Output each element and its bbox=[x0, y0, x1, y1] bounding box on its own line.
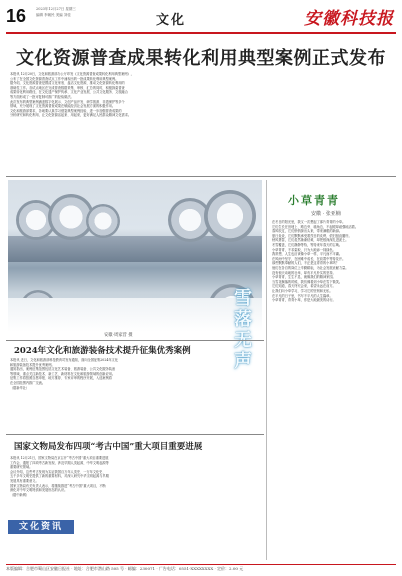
column-divider bbox=[266, 180, 267, 560]
issue-date: 2023年12月27日 星期三 bbox=[36, 7, 76, 11]
divider bbox=[6, 340, 264, 341]
article3-body: 本报讯 12月21日，国家文物局在京召开“考古中国”重大项目重要进展 工作会，通报了四项考古新发现，涉及早期人类起源、中华文明起源等 重要研究领域。 会议介绍，这些考古发现为实证我国百万年人类史、一万年文化史、 五千多年文明史提供了新的重要材料，对深入研究中华文明起源与早期 发展具有重要意义。 国家文物局有关负责人表示，将继续推进“考古中国”重大项目，不断 深化对中华文明特质和发展形态的认识。 （据中新网） bbox=[10, 456, 109, 497]
masthead bbox=[6, 4, 396, 34]
photo-caption: 安徽·周家营 摄 bbox=[104, 333, 133, 338]
footer: 本版编辑：合肥市蜀山区安徽日报社 · 地址：合肥市潜山路 505 号 · 邮编：230071 · 广告电话：0551-XXXXXXXX · 定价：2.00 元 bbox=[6, 564, 396, 572]
divider bbox=[6, 434, 264, 435]
page-number: 16 bbox=[6, 6, 27, 26]
snow-photo bbox=[8, 180, 262, 332]
article2-headline: 2024年文化和旅游装备技术提升征集优秀案例 bbox=[14, 346, 191, 356]
main-headline: 文化资源普查成果转化利用典型案例正式发布 bbox=[16, 48, 386, 69]
poem-author: 安徽 · 张亚楠 bbox=[311, 211, 341, 217]
photo-vertical-title: 雪落无声 bbox=[234, 288, 252, 372]
newspaper-logo: 安徽科技报 bbox=[304, 9, 394, 28]
main-article-body: 本报讯 12月20日，文化和旅游部办公厅印发《文化资源普查成果转化利用典型案例》， 公布了在全国文化资源普查试点工作中涌现出的一批成果转化利用典型案例。 据介绍，文化资源普查是摸清文化家底、盘活文化资源、推动文化资源转化利用的 基础性工作。各试点地区在完成普查数据采集、审核、汇总的同时，积极探索普查 成果转化利用路径，在文化遗产保护传承、文化产业发展、公共文化服务、文旅融合 等方面形成了一批可复制可推广的经验做法。 此次发布的典型案例涵盖数字化展示、文创产品开发、研学旅游、非遗保护等多个 领域，充分展现了文化资源普查成果在赋能经济社会发展方面的积极作用。 文化和旅游部要求，各地要认真学习借鉴典型案例经验，进一步加强普查成果的 分析研究和转化利用，让文化资源活起来、用起来，更好满足人民群众精神文化需求。 bbox=[10, 72, 134, 118]
poem-title: 小草青青 bbox=[288, 194, 340, 207]
article3-headline: 国家文物局发布四项“考古中国”重大项目重要进展 bbox=[14, 442, 203, 452]
editors: 编辑 李朝民 美编 刘佳 bbox=[36, 13, 71, 17]
section-title: 文化 bbox=[156, 12, 187, 27]
article2-body: 本报讯 近日，文化和旅游部科技教育司发布通知，面向全国征集2024年文化 和旅游装备技术提升优秀案例。 通知指出，案例征集范围包括文化艺术装备、旅游装备、公共文化服务装备 等领域，重点关注新技术、新工艺、新材料在文化和旅游领域的创新应用。 征集工作将按照自愿申报、地方推荐、专家评审的程序开展，入选案例将 在全国范围内推广交流。 （据新华社） bbox=[10, 358, 118, 390]
poem-body: 在冬日的阳光里，我又一次想起了那片青青的小草。 它们生长在田埂上、路边旁、墙角边，不起眼却顽强地活着。 春风吹过，它们悄悄探出头来，带来满眼的新绿。 夏日炎炎，它们默默承受着烈日的炙烤，依旧挺直腰杆。 秋风萧瑟，它们虽然渐渐枯黄，却把根深深扎进泥土。 冬雪覆盖，它们静静等待，等待来年春天的召唤。 小草青青，不求索取，只为大地添一抹绿色。 我常想，人生也应该像小草一样，平凡而不平庸。 在风雨中坚守，在困难中成长，在寂寞中等待花开。 那些默默奉献的人们，不正是这青青的小草吗？ 他们在各自的岗位上辛勤耕耘，为社会发展贡献力量。 没有惊天动地的壮举，却有平凡朴实的坚持。 小草青青，生生不息，就像我们的精神家园。 当雪花飘落的时候，我仿佛看到小草在雪下微笑。 它们知道，春天终究会来，希望永远在前方。 让我们向小草学习，学习它的坚韧和无私。 在平凡的日子里，书写不平凡的人生篇章。 小草青青，青青小草，你是大地最美的诗行。 bbox=[272, 220, 359, 303]
divider bbox=[6, 176, 396, 177]
column-banner: 文化资讯 bbox=[8, 520, 74, 534]
